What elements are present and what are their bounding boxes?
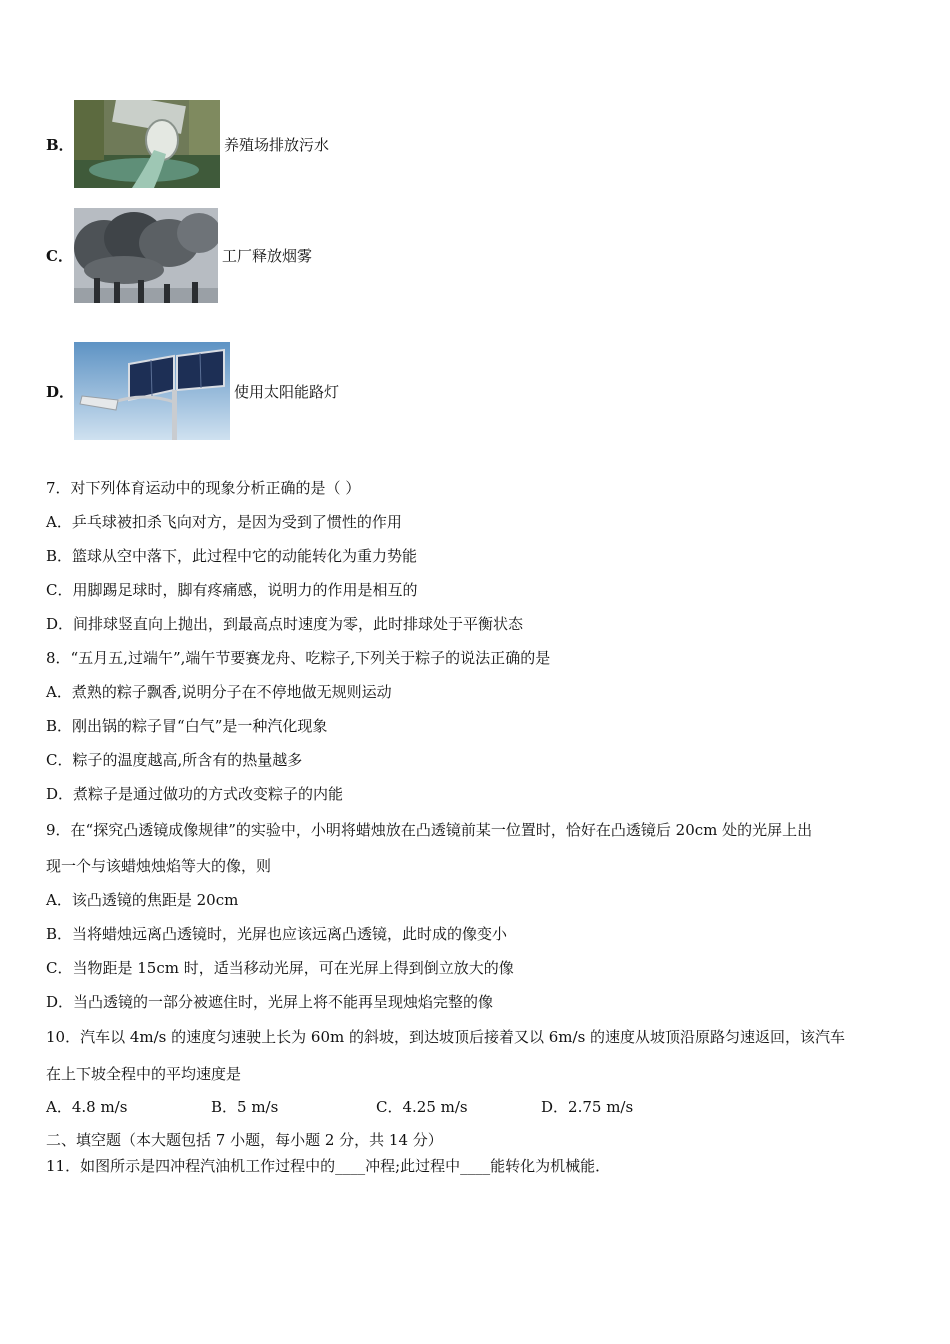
q9-option-b: B．当将蜡烛远离凸透镜时，光屏也应该远离凸透镜，此时成的像变小 [46,925,508,943]
q11-stem: 11．如图所示是四冲程汽油机工作过程中的____冲程;此过程中____能转化为机械能． [46,1157,611,1175]
q7-stem: 7．对下列体育运动中的现象分析正确的是（ ） [46,479,361,497]
q10-option-b: B．5 m/s [211,1098,279,1116]
q8-option-b: B．刚出锅的粽子冒“白气”是一种汽化现象 [46,717,328,735]
option-c-letter: C． [46,247,73,265]
section-heading: 二、填空题（本大题包括 7 小题，每小题 2 分，共 14 分） [46,1131,443,1149]
q8-stem: 8．“五月五,过端午”,端午节要赛龙舟、吃粽子,下列关于粽子的说法正确的是 [46,649,551,667]
q8-option-c: C．粽子的温度越高,所含有的热量越多 [46,751,303,769]
q7-option-d: D．间排球竖直向上抛出，到最高点时速度为零，此时排球处于平衡状态 [46,615,524,633]
option-c-caption: 工厂释放烟雾 [222,247,313,265]
q7-option-a: A．乒乓球被扣杀飞向对方，是因为受到了惯性的作用 [46,513,402,531]
option-d-row [46,342,339,440]
q7-option-b: B．篮球从空中落下，此过程中它的动能转化为重力势能 [46,547,418,565]
option-d-letter: D． [46,382,75,401]
q10-option-d: D．2.75 m/s [541,1098,634,1116]
q9-stem-line1: 9．在“探究凸透镜成像规律”的实验中，小明将蜡烛放在凸透镜前某一位置时，恰好在凸透镜后 20cm 处的光屏上出 [46,821,813,839]
q10-option-a: A．4.8 m/s [46,1098,128,1116]
q9-option-d: D．当凸透镜的一部分被遮住时，光屏上将不能再呈现烛焰完整的像 [46,993,494,1011]
factory-smoke-photo [74,208,218,303]
q10-stem-line1: 10．汽车以 4m/s 的速度匀速驶上长为 60m 的斜坡，到达坡顶后接着又以 6m/s 的速度从坡顶沿原路匀速返回，该汽车 [46,1028,846,1046]
q10-options [46,1097,686,1117]
option-b-row [46,100,329,188]
option-b-caption: 养殖场排放污水 [224,135,330,154]
q9-option-a: A．该凸透镜的焦距是 20cm [46,891,239,909]
sewage-pipe-photo [74,100,220,188]
q7-option-c: C．用脚踢足球时，脚有疼痛感，说明力的作用是相互的 [46,581,418,599]
q10-option-c: C．4.25 m/s [376,1098,468,1116]
solar-street-light-photo [74,342,230,440]
option-d-caption: 使用太阳能路灯 [234,382,340,401]
q10-stem-line2: 在上下坡全程中的平均速度是 [46,1065,242,1083]
q9-option-c: C．当物距是 15cm 时，适当移动光屏，可在光屏上得到倒立放大的像 [46,959,514,977]
q8-option-d: D．煮粽子是通过做功的方式改变粽子的内能 [46,785,344,803]
q8-option-a: A．煮熟的粽子飘香,说明分子在不停地做无规则运动 [46,683,392,701]
option-b-letter: B． [46,135,74,154]
option-c-row [46,208,312,303]
q9-stem-line2: 现一个与该蜡烛烛焰等大的像，则 [46,857,272,875]
